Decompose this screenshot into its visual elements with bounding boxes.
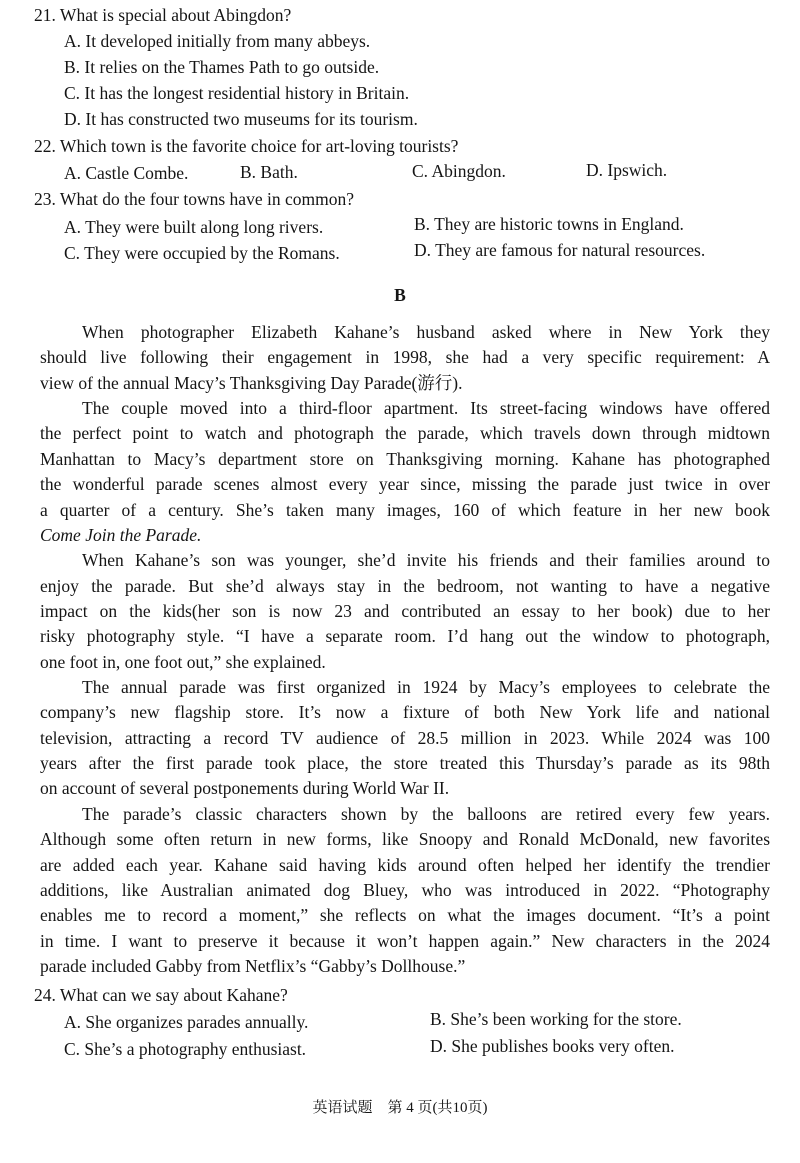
passage-line: The annual parade was first organized in 1924 by Macy’s employees to celebrate the [82, 677, 770, 697]
option: D. They are famous for natural resources. [414, 240, 706, 260]
passage-line: on account of several postponements during World War II. [40, 778, 450, 798]
option: D. She publishes books very often. [430, 1036, 675, 1056]
passage-line: view of the annual Macy’s Thanksgiving Day Parade(游行). [40, 373, 463, 393]
passage-line: The couple moved into a third-floor apartment. Its street-facing windows have offered [82, 398, 770, 418]
option: A. They were built along long rivers. [64, 217, 324, 237]
option: A. She organizes parades annually. [64, 1012, 309, 1032]
passage-line: risky photography style. “I have a separate room. I’d hang out the window to photograph, [40, 626, 770, 646]
passage-line: impact on the kids(her son is now 23 and contributed an essay to her book) due to her [40, 601, 770, 621]
question-stem: 24. What can we say about Kahane? [34, 985, 288, 1005]
passage-line: the wonderful parade scenes almost every year since, missing the parade just twice in over [40, 474, 770, 494]
page-footer: 英语试题 第 4 页(共10页) [312, 1100, 488, 1116]
option: D. It has constructed two museums for its tourism. [64, 109, 418, 129]
passage-line: a quarter of a century. She’s taken many images, 160 of which feature in her new book [40, 500, 770, 520]
option: C. Abingdon. [412, 161, 506, 181]
question-stem: 23. What do the four towns have in common? [34, 189, 354, 209]
passage-line: Manhattan to Macy’s department store on Thanksgiving morning. Kahane has photographed [40, 449, 770, 469]
question-stem: 22. Which town is the favorite choice for art-loving tourists? [34, 136, 459, 156]
passage-line: enjoy the parade. But she’d always stay in the bedroom, not wanting to have a negative [40, 576, 770, 596]
passage-line: enables me to record a moment,” she reflects on what the images document. “It’s a point [40, 905, 770, 925]
passage-line: parade included Gabby from Netflix’s “Gabby’s Dollhouse.” [40, 956, 466, 976]
option: C. They were occupied by the Romans. [64, 243, 340, 263]
passage-line: the perfect point to watch and photograph the parade, which travels down through midtown [40, 423, 770, 443]
passage-line: additions, like Australian animated dog Bluey, who was introduced in 2022. “Photography [40, 880, 770, 900]
passage-line: company’s new flagship store. It’s now a fixture of both New York life and national [40, 702, 770, 722]
option: A. It developed initially from many abbeys. [64, 31, 371, 51]
option: D. Ipswich. [586, 160, 668, 180]
option: B. It relies on the Thames Path to go outside. [64, 57, 380, 77]
passage-line: Although some often return in new forms, like Snoopy and Ronald McDonald, new favorites [40, 829, 770, 849]
option: B. Bath. [240, 162, 298, 182]
passage-line: The parade’s classic characters shown by the balloons are retired every few years. [82, 804, 770, 824]
passage-line: in time. I want to preserve it because it won’t happen again.” New characters in the 2024 [40, 931, 770, 951]
section-heading: B [394, 285, 406, 305]
passage-line: years after the first parade took place, the store treated this Thursday’s parade as its 98th [40, 753, 770, 773]
passage-line: Come Join the Parade. [40, 525, 202, 545]
option: B. They are historic towns in England. [414, 214, 684, 234]
option: C. It has the longest residential history in Britain. [64, 83, 410, 103]
passage-line: When Kahane’s son was younger, she’d invite his friends and their families around to [82, 550, 770, 570]
passage-line: When photographer Elizabeth Kahane’s husband asked where in New York they [82, 322, 770, 342]
passage-line: should live following their engagement in 1998, she had a very specific requirement: A [40, 347, 770, 367]
passage-line: one foot in, one foot out,” she explained. [40, 652, 326, 672]
passage-line: television, attracting a record TV audience of 28.5 million in 2023. While 2024 was 100 [40, 728, 770, 748]
question-stem: 21. What is special about Abingdon? [34, 5, 292, 25]
option: B. She’s been working for the store. [430, 1009, 682, 1029]
passage-line: are added each year. Kahane said having kids around often helped her identify the trendier [40, 855, 770, 875]
option: C. She’s a photography enthusiast. [64, 1039, 307, 1059]
option: A. Castle Combe. [64, 163, 189, 183]
